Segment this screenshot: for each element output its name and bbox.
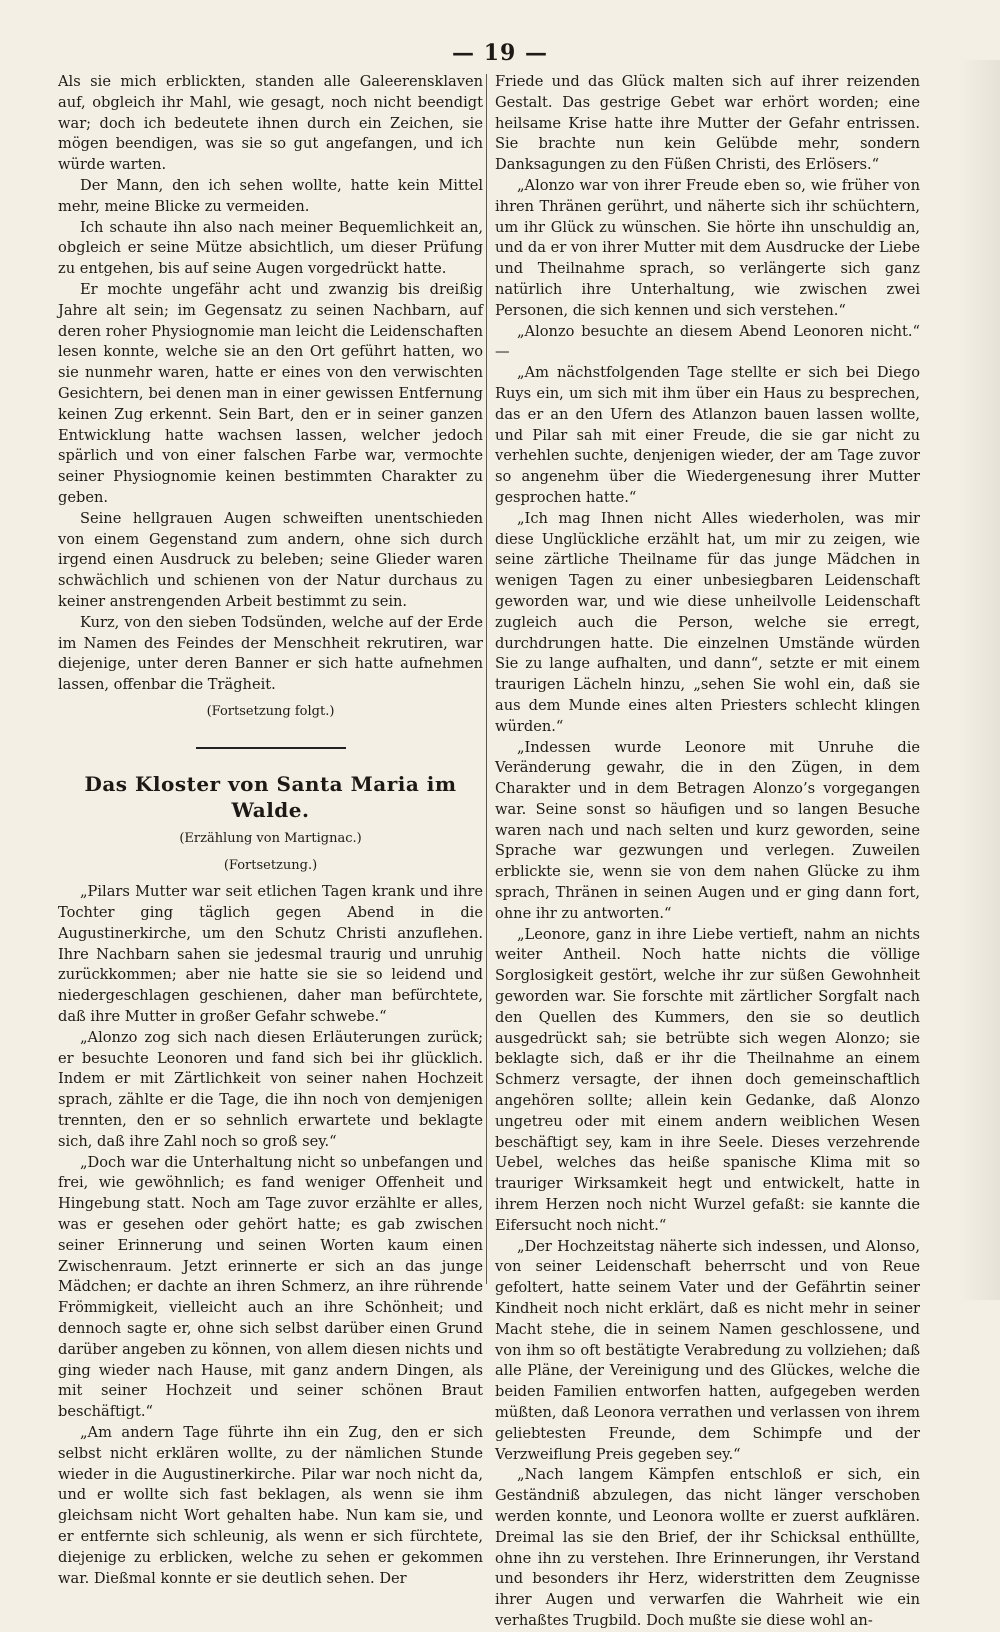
paragraph: „Ich mag Ihnen nicht Alles wiederholen, was mir diese Unglückliche erzählt hat, um mir zu zeigen, wie seine zärtliche Theilname für das junge Mädchen in wenigen Tagen zu einer unbesiegbaren Leidenschaft geworden war, und wie diese unheilvolle Leidenschaft zugleich auch die Person, welche sie erregt, durchdrungen hatte. Die einzelnen Umstände würden Sie zu lange aufhalten, und dann“, setzte er mit einem traurigen Lächeln hinzu, „sehen Sie wohl ein, daß sie aus dem Munde eines alten Priesters schlecht klingen würden.“ xyxy=(495,509,920,735)
story-title: Das Kloster von Santa Maria im Walde. xyxy=(84,771,457,822)
paragraph: „Nach langem Kämpfen entschloß er sich, ein Geständniß abzulegen, das nicht länger verschoben werden konnte, und Leonora wollte er zuerst aufklären. Dreimal las sie den Brief, der ihr Schicksal enthüllte, ohne ihn zu verstehen. Ihre Erinnerungen, ihr Verstand und besonders ihr Herz, widerstritten dem Zeugnisse ihrer Augen und verwarfen die Wahrheit wie ein verhaßtes Trugbild. Doch mußte sie diese wohl an- xyxy=(495,1466,920,1629)
paragraph: „Leonore, ganz in ihre Liebe vertieft, nahm an nichts weiter Antheil. Noch hatte nichts die völlige Sorglosigkeit gestört, welche ihr zur süßen Gewohnheit geworden war. Sie forschte mit zärtlicher Sorgfalt nach den Quellen des Kummers, den sie so deutlich ausgedrückt sah; sie betrübte sich wegen Alonzo; sie beklagte sich, daß er ihr die Theilnahme an einem Schmerz versagte, der ihnen doch gemeinschaftlich angehören sollte; allein kein Gedanke, daß Alonzo ungetreu oder mit einem andern weiblichen Wesen beschäftigt sey, kam in ihre Seele. Dieses verzehrende Uebel, welches das heiße spanische Klima mit so trauriger Wirksamkeit hegt und entwickelt, hatte in ihrem Herzen noch nicht Wurzel gefaßt: sie kannte die Eifersucht noch nicht.“ xyxy=(495,925,920,1234)
story-subtitle: (Erzählung von Martignac.) xyxy=(179,830,362,846)
story-continuation-note: (Fortsetzung.) xyxy=(223,857,318,873)
paragraph: „Der Hochzeitstag näherte sich indessen, und Alonso, von seiner Leidenschaft beherrscht und von Reue gefoltert, hatte seinem Vater und der Gefährtin seiner Kindheit noch nicht erklärt, daß es nicht mehr in seiner Macht stehe, die in seinem Namen geschlossene, und von ihm so oft bestätigte Verabredung zu vollziehen; daß alle Pläne, der Vereinigung und des Glückes, welche die beiden Familien entworfen hatten, aufgegeben werden müßten, daß Leonora verrathen und verlassen von ihrem geliebtesten Freunde, dem Schimpfe und der Verzweiflung Preis gegeben sey.“ xyxy=(495,1237,920,1463)
section-divider xyxy=(196,747,346,749)
page-number: — 19 — xyxy=(452,40,548,66)
paragraph: „Doch war die Unterhaltung nicht so unbefangen und frei, wie gewöhnlich; es fand weniger Offenheit und Hingebung statt. Noch am Tage zuvor erzählte er alles, was er gesehen oder gehört hatte; es gab zwischen seiner Erinnerung und seinen Worten kaum einen Zwischenraum. Jetzt erinnerte er sich an das junge Mädchen; er dachte an ihren Schmerz, an ihre rührende Frömmigkeit, vielleicht auch an ihre Schönheit; und dennoch sagte er, ohne sich selbst darüber einen Grund darüber angeben zu können, von allem diesen nichts und ging wieder nach Hause, mit ganz andern Dingen, als mit seiner Hochzeit und seiner schönen Braut beschäftigt.“ xyxy=(58,1153,483,1421)
paragraph: „Alonzo war von ihrer Freude eben so, wie früher von ihren Thränen gerührt, und näherte sich ihr schüchtern, um ihr Glück zu wünschen. Sie hörte ihn unschuldig an, und da er von ihrer Mutter mit dem Ausdrucke der Liebe und Theilnahme sprach, so verlängerte sich ganz natürlich ihre Unterhaltung, wie zwischen zwei Personen, die sich kennen und sich verstehen.“ xyxy=(495,176,920,319)
page-edge-shadow xyxy=(960,60,1000,1300)
paragraph: Ich schaute ihn also nach meiner Bequemlichkeit an, obgleich er seine Mütze absichtlich, um dieser Prüfung zu entgehen, bis auf seine Augen vorgedrückt hatte. xyxy=(58,218,483,278)
continued-note: (Fortsetzung folgt.) xyxy=(206,703,335,719)
right-column xyxy=(495,72,920,1632)
paragraph: „Indessen wurde Leonore mit Unruhe die Veränderung gewahr, die in den Zügen, in dem Charakter und in dem Betragen Alonzo’s vorgegangen war. Seine sonst so häufigen und so langen Besuche waren nach und nach selten und kurz geworden, seine Sprache war gezwungen und verlegen. Zuweilen erblickte sie, wenn sie von dem nahen Glücke zu ihm sprach, Thränen in seinen Augen und er ging dann fort, ohne ihr zu antworten.“ xyxy=(495,738,920,922)
paragraph: „Alonzo zog sich nach diesen Erläuterungen zurück; er besuchte Leonoren und fand sich bei ihr glücklich. Indem er mit Zärtlichkeit von seiner nahen Hochzeit sprach, zählte er die Tage, die ihn noch von demjenigen trennten, den er so sehnlich erwartete und beklagte sich, daß ihre Zahl noch so groß sey.“ xyxy=(58,1028,483,1150)
paragraph: „Am nächstfolgenden Tage stellte er sich bei Diego Ruys ein, um sich mit ihm über ein Haus zu besprechen, das er an den Ufern des Atlanzon bauen lassen wollte, und Pilar sah mit einer Freude, die sie gar nicht zu verhehlen suchte, denjenigen wieder, der am Tage zuvor so angenehm über die Wiedergenesung ihrer Mutter gesprochen hatte.“ xyxy=(495,364,920,506)
paragraph: „Pilars Mutter war seit etlichen Tagen krank und ihre Tochter ging täglich gegen Abend in die Augustinerkirche, um den Schutz Christi anzuflehen. Ihre Nachbarn sahen sie jedesmal traurig und unruhig zurückkommen; aber nie hatte sie sie so leidend und niedergeschlagen geschienen, daher man befürchtete, daß ihre Mutter in großer Gefahr schwebe.“ xyxy=(58,883,483,1026)
paragraph: Er mochte ungefähr acht und zwanzig bis dreißig Jahre alt sein; im Gegensatz zu seinen Nachbarn, auf deren roher Physiognomie man leicht die Leidenschaften lesen konnte, welche sie an den Ort geführt hatten, wo sie nunmehr waren, hatte er eines von den verwischten Gesichtern, bei denen man in einer gewissen Entfernung keinen Zug erkennt. Sein Bart, den er in seiner ganzen Entwicklung hatte wachsen lassen, welcher jedoch spärlich und von einer falschen Farbe war, vermochte seiner Physiognomie keinen bestimmten Charakter zu geben. xyxy=(58,280,483,506)
paragraph: Der Mann, den ich sehen wollte, hatte kein Mittel mehr, meine Blicke zu vermeiden. xyxy=(58,176,483,215)
left-column xyxy=(58,72,483,1589)
paragraph: Friede und das Glück malten sich auf ihrer reizenden Gestalt. Das gestrige Gebet war erhört worden; eine heilsame Krise hatte ihre Mutter der Gefahr entrissen. Sie brachte nun kein Gelübde mehr, sondern Danksagungen zu den Füßen Christi, des Erlösers.“ xyxy=(495,73,920,174)
paragraph: „Alonzo besuchte an diesem Abend Leonoren nicht.“ — xyxy=(495,322,920,361)
paragraph: „Am andern Tage führte ihn ein Zug, den er sich selbst nicht erklären wollte, zu der nämlichen Stunde wieder in die Augustinerkirche. Pilar war noch nicht da, und er wollte sich fast beklagen, als wenn sie ihm gleichsam nicht Wort gehalten habe. Nun kam sie, und er entfernte sich schleunig, als wenn er sich fürchtete, diejenige zu erblicken, welche zu sehen er gekommen war. Dießmal konnte er sie deutlich sehen. Der xyxy=(58,1424,483,1587)
column-rule xyxy=(486,74,487,1284)
paragraph: Kurz, von den sieben Todsünden, welche auf der Erde im Namen des Feindes der Menschheit rekrutiren, war diejenige, unter deren Banner er sich hatte aufnehmen lassen, offenbar die Trägheit. xyxy=(58,613,483,694)
paragraph: Als sie mich erblickten, standen alle Galeerensklaven auf, obgleich ihr Mahl, wie gesagt, noch nicht beendigt war; doch ich bedeutete ihnen durch ein Zeichen, sie mögen beendigen, was sie so gut angefangen, und ich würde warten. xyxy=(58,73,483,174)
paragraph: Seine hellgrauen Augen schweiften unentschieden von einem Gegenstand zum andern, ohne sich durch irgend einen Ausdruck zu beleben; seine Glieder waren schwächlich und schienen von der Natur durchaus zu keiner anstrengenden Arbeit bestimmt zu sein. xyxy=(58,509,483,610)
